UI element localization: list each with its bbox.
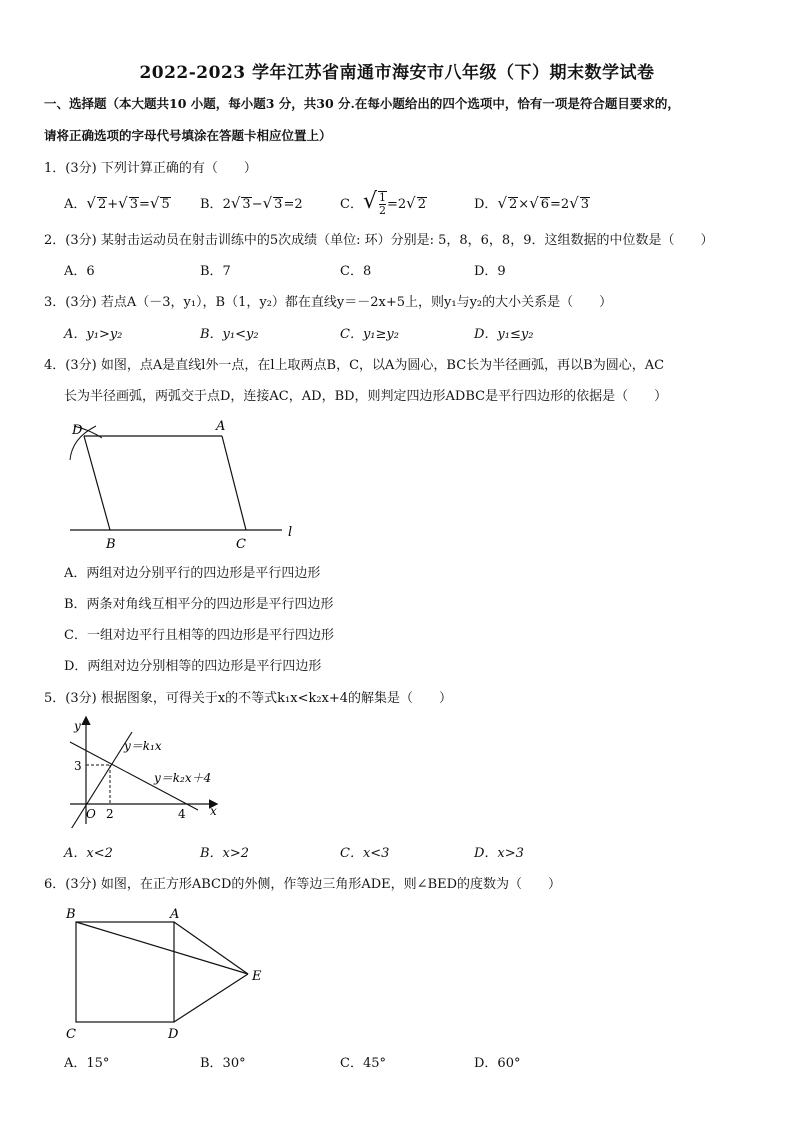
- q3-option-a: A．y₁>y₂: [64, 327, 123, 342]
- label-y: y: [74, 719, 81, 733]
- q5-option-b: B．x>2: [200, 846, 250, 861]
- q1-b-rhs: =2: [283, 197, 303, 212]
- q5-option-a: A．x<2: [64, 846, 113, 861]
- q1-c-rad2: 2: [417, 197, 426, 212]
- section-instructions-line2: 请将正确选项的字母代号填涂在答题卡相应位置上）: [44, 128, 332, 143]
- q1-option-d: D．√ 2×√ 6=2√ 3: [474, 194, 590, 212]
- question-5-stem: 5．(3分) 根据图象，可得关于x的不等式k₁x<k₂x+4的解集是（ ）: [44, 691, 453, 706]
- question-3-options: [64, 323, 764, 347]
- q1-d-rad2: 6: [540, 197, 550, 212]
- question-1-options: [64, 191, 764, 215]
- q6-option-a: A．15°: [64, 1056, 110, 1071]
- q1-a-eq: =: [138, 197, 150, 212]
- tick-2: 2: [106, 807, 114, 821]
- q5-graph-figure: [60, 712, 230, 828]
- q1-d-rad1: 2: [509, 197, 518, 212]
- page-title: 2022-2023 学年江苏省南通市海安市八年级（下）期末数学试卷: [139, 63, 655, 83]
- label-d: D: [168, 1027, 179, 1042]
- label-b: B: [106, 537, 116, 552]
- q6-square-triangle-figure: [60, 902, 280, 1044]
- label-a: A: [216, 419, 226, 434]
- q4-option-a: A．两组对边分别平行的四边形是平行四边形: [64, 566, 321, 581]
- question-6-options: [64, 1052, 764, 1076]
- q1-d-op: ×: [518, 197, 530, 212]
- q1-c-rhs: =2: [386, 197, 407, 212]
- question-4-stem-line1: 4．(3分) 如图，点A是直线l外一点，在l上取两点B，C，以A为圆心，BC长为半径画弧，再以B为圆心，AC: [44, 358, 665, 373]
- q4-option-d: D．两组对边分别相等的四边形是平行四边形: [64, 659, 322, 674]
- q1-b-rad1: 3: [242, 197, 251, 212]
- q1-option-a-label: A．: [64, 197, 87, 212]
- q1-b-rad2: 3: [274, 197, 283, 212]
- tick-3: 3: [74, 759, 82, 773]
- q4-option-c: C．一组对边平行且相等的四边形是平行四边形: [64, 628, 334, 643]
- q1-c-fraction: [379, 192, 386, 217]
- q2-option-a: A．6: [64, 264, 95, 279]
- label-b: B: [66, 907, 76, 922]
- q1-d-rad3: 3: [580, 197, 590, 212]
- question-2-options: [64, 260, 764, 284]
- q1-option-c: C．√ $\frac{1}{2}$ =2√ 2: [340, 189, 426, 217]
- question-6-stem: 6．(3分) 如图，在正方形ABCD的外侧，作等边三角形ADE，则∠BED的度数为（ ）: [44, 877, 562, 892]
- q3-option-d: D．y₁≤y₂: [474, 327, 534, 342]
- label-a: A: [170, 907, 180, 922]
- q1-b-op: −: [251, 197, 263, 212]
- label-d: D: [72, 423, 83, 438]
- q6-option-b: B．30°: [200, 1056, 246, 1071]
- segment-de: [174, 974, 248, 1022]
- q1-option-b: B．2√ 3−√ 3=2: [200, 194, 303, 212]
- question-2-stem: 2．(3分) 某射击运动员在射击训练中的5次成绩（单位: 环）分别是: 5，8，6，8，9．这组数据的中位数是（ ）: [44, 233, 714, 248]
- segment-ac: [222, 436, 246, 530]
- q1-b-coef: 2: [222, 197, 231, 212]
- q6-option-c: C．45°: [340, 1056, 386, 1071]
- label-l: l: [288, 525, 293, 540]
- label-line2: y＝k₂x＋4: [154, 771, 212, 785]
- q6-option-d: D．60°: [474, 1056, 521, 1071]
- q4-parallelogram-figure: [60, 416, 310, 556]
- q3-option-b: B．y₁<y₂: [200, 327, 259, 342]
- q1-a-op: +: [107, 197, 119, 212]
- q1-option-d-label: D．: [474, 197, 498, 212]
- label-c: C: [236, 537, 246, 552]
- label-x: x: [210, 804, 217, 818]
- segment-db: [84, 436, 110, 530]
- label-origin: O: [86, 807, 96, 821]
- question-3-stem: 3．(3分) 若点A（－3，y₁），B（1，y₂）都在直线y＝－2x+5上，则y₁与y₂的大小关系是（ ）: [44, 295, 613, 310]
- segment-be: [76, 922, 248, 974]
- label-c: C: [66, 1027, 76, 1042]
- q1-c-den: 2: [378, 204, 386, 217]
- q1-option-a: A．√ 2+√ 3=√ 5: [64, 194, 170, 212]
- label-line1: y＝k₁x: [124, 739, 162, 753]
- question-4-stem-line2: 长为半径画弧，两弧交于点D，连接AC，AD，BD，则判定四边形ADBC是平行四边形的依据是（ ）: [64, 389, 668, 404]
- tick-4: 4: [178, 807, 186, 821]
- q1-option-b-label: B．: [200, 197, 223, 212]
- q2-option-c: C．8: [340, 264, 372, 279]
- q2-option-d: D．9: [474, 264, 506, 279]
- q1-a-rad2: 3: [129, 197, 138, 212]
- section-instructions-line1: 一、选择题（本大题共10 小题，每小题3 分，共30 分.在每小题给出的四个选项中，恰有一项是符合题目要求的，: [44, 96, 680, 111]
- q1-c-num: 1: [378, 191, 386, 204]
- q1-a-rad1: 2: [97, 197, 107, 212]
- q1-d-rhs: =2: [550, 197, 570, 212]
- q5-option-d: D．x>3: [474, 846, 524, 861]
- q1-option-c-label: C．: [340, 197, 363, 212]
- q1-a-rad3: 5: [161, 197, 170, 212]
- q5-option-c: C．x<3: [340, 846, 390, 861]
- question-1-stem: 1．(3分) 下列计算正确的有（ ）: [44, 161, 257, 176]
- q4-option-b: B．两条对角线互相平分的四边形是平行四边形: [64, 597, 334, 612]
- segment-ae: [174, 922, 248, 974]
- label-e: E: [252, 969, 262, 984]
- question-5-options: [64, 842, 764, 866]
- q3-option-c: C．y₁≥y₂: [340, 327, 399, 342]
- q2-option-b: B．7: [200, 264, 231, 279]
